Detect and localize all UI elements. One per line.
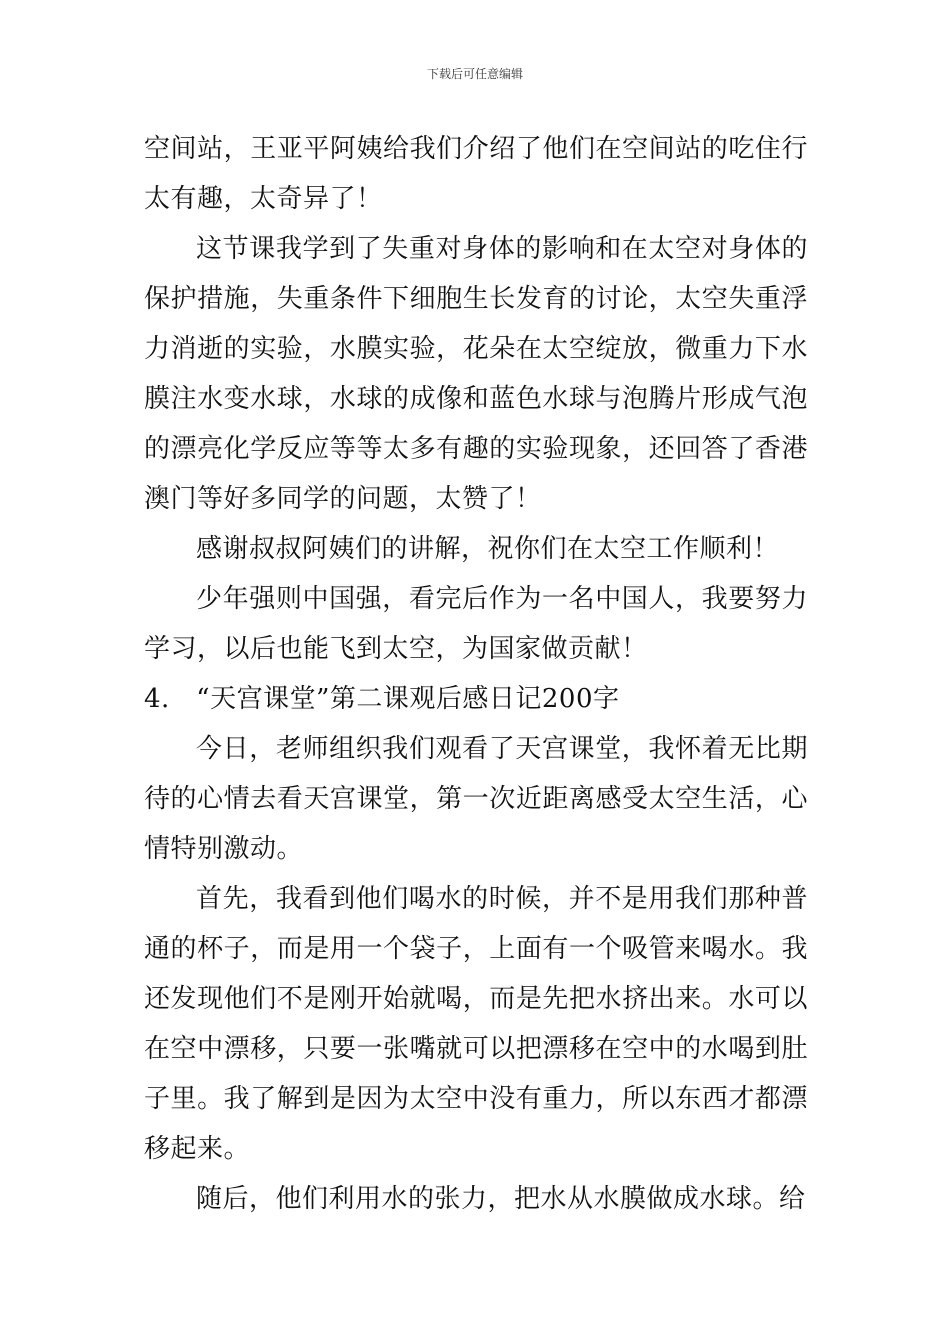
section-heading: 4. “天宫课堂”第二课观后感日记200字 — [144, 684, 620, 714]
paragraph-continuation: 空间站，王亚平阿姨给我们介绍了他们在空间站的吃住行太有趣，太奇异了！ — [144, 134, 808, 214]
paragraph-drinking-water: 首先，我看到他们喝水的时候，并不是用我们那种普通的杯子，而是用一个袋子，上面有一个吸管来喝水。我还发现他们不是刚开始就喝，而是先把水挤出来。水可以在空中漂移，只要一张嘴就可以把漂移在空中的水喝到肚子里。我了解到是因为太空中没有重力，所以东西才都漂移起来。 — [144, 884, 808, 1164]
paragraph-intro: 今日，老师组织我们观看了天宫课堂，我怀着无比期待的心情去看天宫课堂，第一次近距离感受太空生活，心情特别激动。 — [144, 734, 808, 864]
document-body — [144, 124, 808, 1224]
paragraph-aspiration: 少年强则中国强，看完后作为一名中国人，我要努力学习，以后也能飞到太空，为国家做贡献！ — [144, 584, 808, 664]
paragraph-thanks: 感谢叔叔阿姨们的讲解，祝你们在太空工作顺利！ — [196, 534, 780, 564]
paragraph-lesson-learned: 这节课我学到了失重对身体的影响和在太空对身体的保护措施，失重条件下细胞生长发育的讨论，太空失重浮力消逝的实验，水膜实验，花朵在太空绽放，微重力下水膜注水变水球，水球的成像和蓝色水球与泡腾片形成气泡的漂亮化学反应等等太多有趣的实验现象，还回答了香港澳门等好多同学的问题，太赞了！ — [144, 234, 808, 514]
paragraph-water-ball: 随后，他们利用水的张力，把水从水膜做成水球。给 — [196, 1184, 806, 1214]
page-header: 下载后可任意编辑 — [426, 67, 523, 81]
